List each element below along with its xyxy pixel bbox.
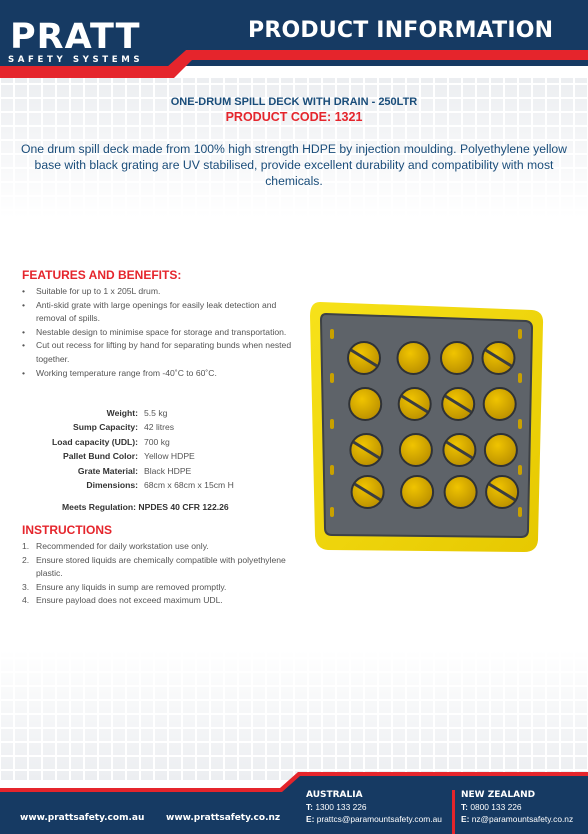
grate-slot: [330, 465, 334, 475]
footer-link-au[interactable]: www.prattsafety.com.au: [20, 813, 145, 823]
grate-slot: [330, 419, 334, 429]
footer-phone-au: T: 1300 133 226: [306, 802, 367, 812]
grate-slot: [330, 373, 334, 383]
list-item: • Suitable for up to 1 x 205L drum.: [22, 286, 161, 296]
header-banner: [0, 0, 588, 78]
list-item: 1. Recommended for daily workstation use only.: [22, 541, 209, 551]
spec-row: Dimensions: 68cm x 68cm x 15cm H: [86, 480, 234, 491]
grate-hole: [400, 434, 432, 466]
footer-region-au: AUSTRALIA: [306, 790, 363, 800]
spec-row: Weight: 5.5 kg: [106, 408, 168, 418]
grate-slot: [518, 329, 522, 339]
grate-hole: [484, 388, 516, 420]
list-item: • Cut out recess for lifting by hand for separating bunds when nested together.: [22, 340, 292, 364]
grate-hole: [445, 476, 477, 508]
list-item: 2. Ensure stored liquids are chemically compatible with polyethylene plastic.: [22, 554, 286, 579]
footer-region-nz: NEW ZEALAND: [461, 790, 536, 800]
spec-row: Grate Material: Black HDPE: [77, 465, 192, 476]
footer-phone-nz: T: 0800 133 226: [461, 802, 522, 812]
product-name: ONE-DRUM SPILL DECK WITH DRAIN - 250LTR: [170, 96, 418, 108]
list-item: • Nestable design to minimise space for storage and transportation.: [22, 326, 287, 337]
features-list: [22, 285, 292, 380]
grate-slot: [330, 507, 334, 517]
specs-table: [22, 406, 302, 492]
footer-email-nz[interactable]: E: nz@paramountsafety.co.nz: [461, 814, 574, 824]
product-code: PRODUCT CODE: 1321: [225, 110, 363, 124]
header-title: PRODUCT INFORMATION: [248, 18, 554, 43]
spec-row: Sump Capacity: 42 litres: [73, 422, 175, 433]
list-item: • Anti-skid grate with large openings for easily leak detection and removal of spills.: [22, 299, 277, 324]
instructions-heading: INSTRUCTIONS: [22, 523, 112, 537]
product-image: [306, 294, 546, 556]
regulation-note: Meets Regulation: NPDES 40 CFR 122.26: [62, 502, 229, 512]
footer-email-au[interactable]: E: prattcs@paramountsafety.com.au: [306, 814, 442, 824]
grate-slot: [518, 419, 522, 429]
list-item: 4. Ensure payload does not exceed maximum UDL.: [22, 595, 223, 606]
grate-hole: [441, 342, 473, 374]
list-item: • Working temperature range from -40˚C to 60˚C.: [22, 367, 217, 378]
spec-row: Pallet Bund Color: Yellow HDPE: [63, 451, 195, 462]
grate-hole: [401, 476, 433, 508]
footer-link-nz[interactable]: www.prattsafety.co.nz: [166, 813, 281, 823]
grate-slot: [518, 373, 522, 383]
list-item: 3. Ensure any liquids in sump are removed promptly.: [22, 581, 227, 592]
grate-slot: [518, 507, 522, 517]
grate-hole: [398, 342, 430, 374]
features-heading: FEATURES AND BENEFITS:: [22, 268, 182, 282]
grate-slot: [330, 329, 334, 339]
brand-logo: PRATT: [10, 17, 141, 57]
spec-row: Load capacity (UDL): 700 kg: [52, 436, 170, 447]
grate-hole: [349, 388, 381, 420]
grate-hole: [485, 434, 517, 466]
grate-slot: [518, 465, 522, 475]
brand-tagline: SAFETY SYSTEMS: [8, 55, 144, 65]
product-intro: One drum spill deck made from 100% high strength HDPE by injection moulding. Polyethylene yellow base with black grating are UV stabilised, provide excellent durability and compatibility with most chemicals.: [20, 142, 567, 188]
instructions-list: [22, 540, 292, 608]
